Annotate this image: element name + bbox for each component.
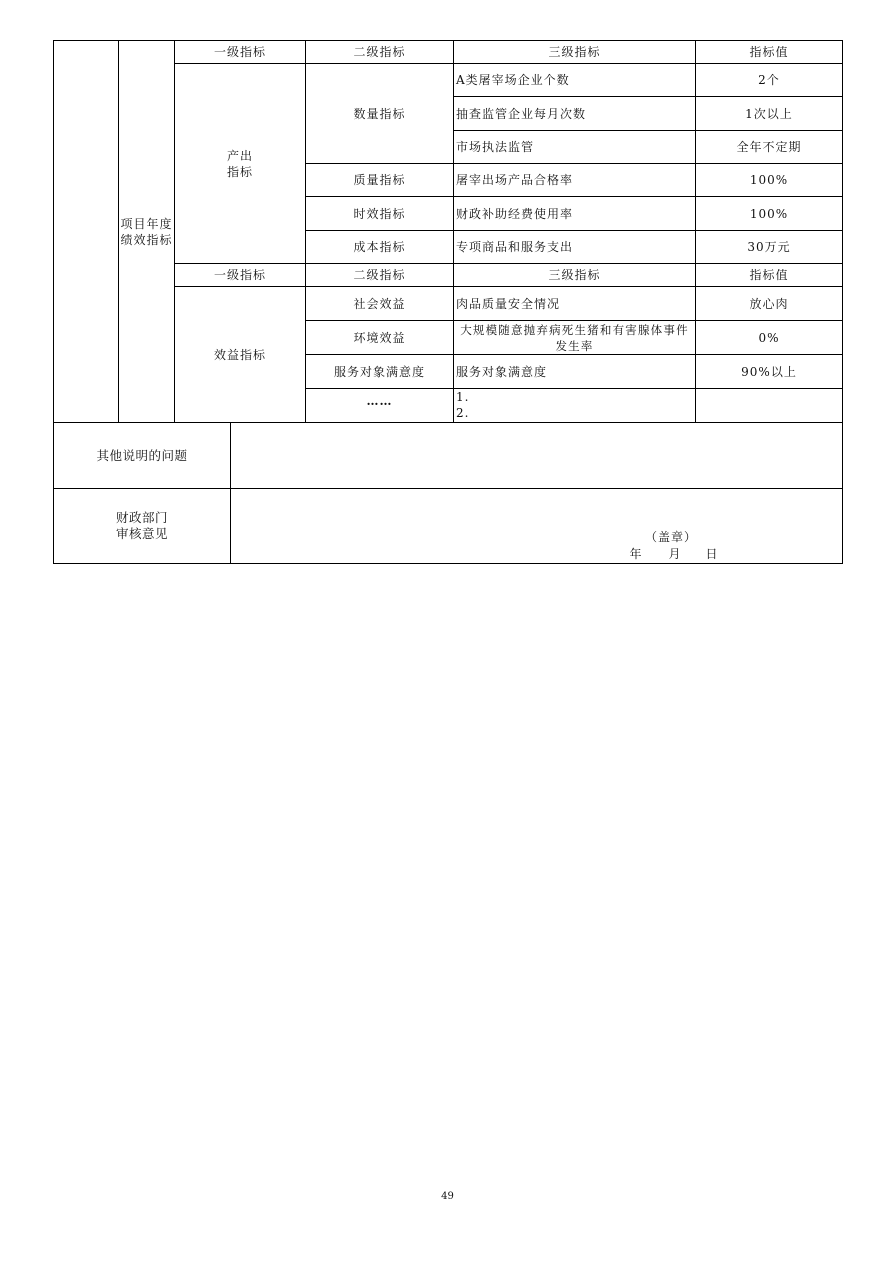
benefit-indicator-label: 效益指标 (213, 347, 266, 362)
indicator-value: 90%以上 (741, 364, 797, 379)
table-border-bottom (53, 563, 843, 564)
indicator-name: 屠宰出场产品合格率 (456, 173, 574, 187)
header-level1: 一级指标 (213, 268, 266, 282)
rule (230, 422, 231, 563)
indicator-value: 全年不定期 (736, 140, 802, 154)
section-label (119, 41, 174, 422)
indicator-value: 1次以上 (745, 106, 793, 121)
header-value: 指标值 (749, 45, 789, 59)
indicator-value: 100% (749, 173, 789, 187)
indicator-name (454, 321, 695, 354)
indicator-name: 专项商品和服务支出 (456, 240, 574, 254)
indicator-name-line1: 大规模随意抛弃病死生猪和有害腺体事件 (460, 322, 689, 337)
output-label-line1: 产出 (226, 148, 253, 163)
more-indicators-list (454, 389, 695, 422)
timeliness-indicator-label: 时效指标 (353, 206, 406, 221)
header-value: 指标值 (749, 268, 789, 282)
finance-review-label (54, 489, 230, 563)
social-benefit-label: 社会效益 (353, 296, 406, 311)
output-indicator-label (175, 64, 305, 263)
indicator-name: 财政补助经费使用率 (456, 206, 574, 221)
finance-review-line2: 审核意见 (115, 526, 168, 541)
indicator-value: 放心肉 (749, 296, 789, 311)
indicator-name: 抽查监管企业每月次数 (456, 106, 587, 121)
other-issues-label: 其他说明的问题 (96, 447, 188, 463)
date-day-label: 日 (705, 547, 719, 561)
date-year-label: 年 (629, 547, 643, 561)
header-level2: 二级指标 (353, 268, 406, 282)
indicator-name: 服务对象满意度 (456, 364, 548, 379)
indicator-name: 肉品质量安全情况 (456, 296, 561, 311)
indicator-value: 100% (749, 206, 789, 221)
more-indicators-ellipsis: …… (366, 394, 393, 408)
page-number: 49 (441, 1191, 454, 1202)
indicator-value: 0% (758, 330, 780, 345)
satisfaction-label: 服务对象满意度 (333, 364, 425, 379)
seal-placeholder: （盖章） (645, 530, 698, 544)
indicator-value: 2个 (758, 73, 780, 87)
section-label-line2: 绩效指标 (120, 232, 173, 247)
indicator-name: A类屠宰场企业个数 (456, 73, 570, 87)
table-border-right (842, 40, 843, 564)
cost-indicator-label: 成本指标 (353, 240, 406, 254)
date-month-label: 月 (668, 547, 682, 561)
indicator-value: 30万元 (747, 240, 791, 254)
section-label-line1: 项目年度 (120, 216, 173, 231)
indicator-name: 市场执法监管 (456, 140, 535, 154)
header-level2: 二级指标 (353, 45, 406, 59)
list-item: 1. (456, 390, 470, 404)
quantity-indicator-label: 数量指标 (353, 106, 406, 121)
indicator-name-line2: 发生率 (555, 338, 594, 353)
environment-benefit-label: 环境效益 (353, 330, 406, 345)
header-level3: 三级指标 (548, 268, 601, 282)
quality-indicator-label: 质量指标 (353, 173, 406, 187)
header-level3: 三级指标 (548, 45, 601, 59)
output-label-line2: 指标 (226, 164, 253, 179)
list-item: 2. (456, 406, 470, 420)
header-level1: 一级指标 (213, 45, 266, 59)
finance-review-line1: 财政部门 (115, 510, 168, 525)
